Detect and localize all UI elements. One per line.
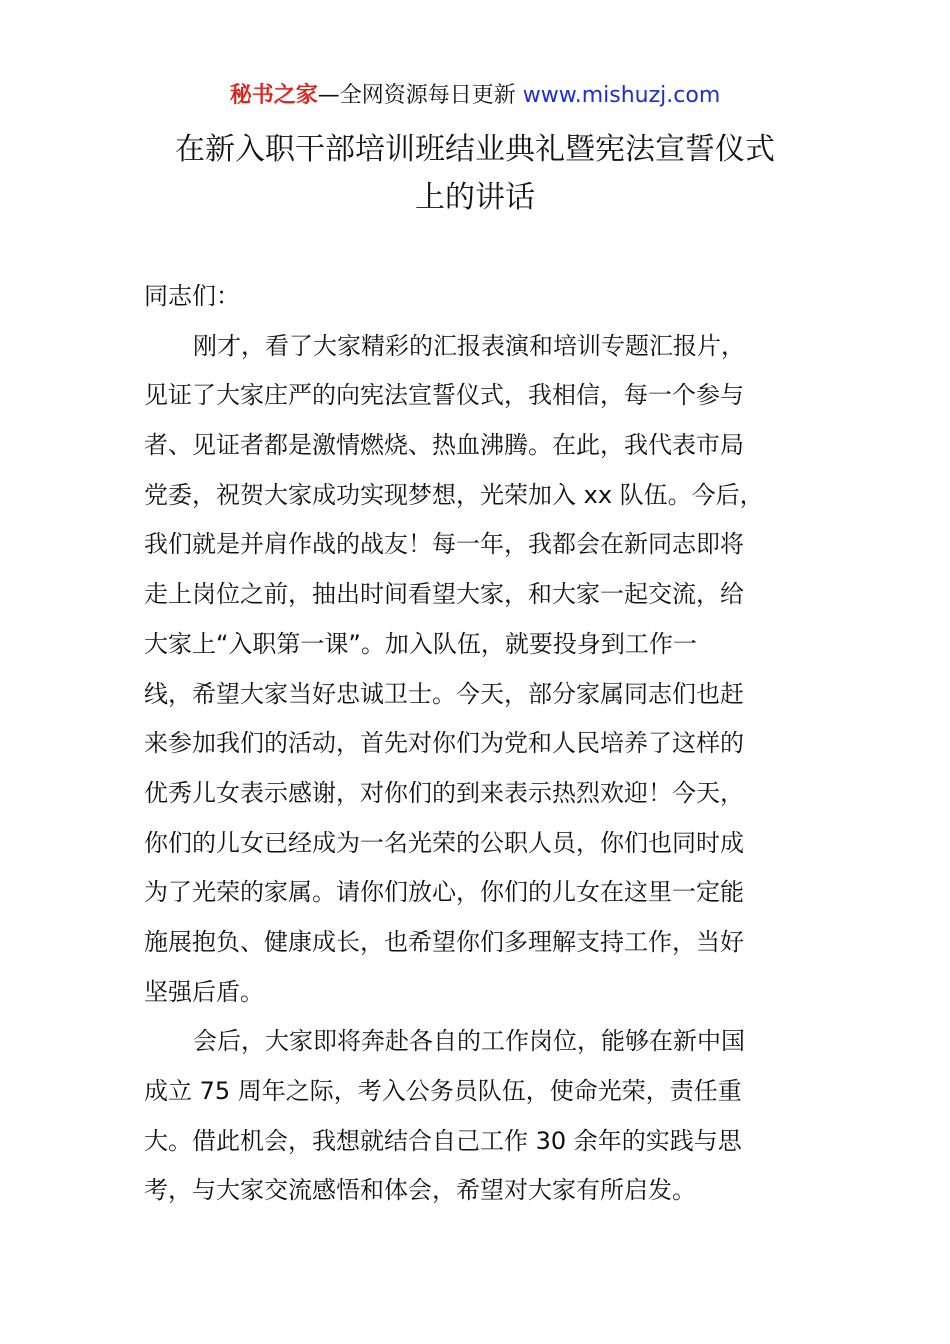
title-line-2: 上的讲话 — [415, 180, 535, 215]
site-header — [0, 80, 950, 112]
paragraph-line: 会后，大家即将奔赴各自的工作岗位，能够在新中国 — [193, 1027, 745, 1056]
paragraph-line: 坚强后盾。 — [144, 977, 264, 1006]
paragraph-line: 来参加我们的活动，首先对你们为党和人民培养了这样的 — [144, 729, 744, 758]
paragraph-line: 优秀儿女表示感谢，对你们的到来表示热烈欢迎！今天， — [144, 778, 744, 807]
paragraph-line: 考，与大家交流感悟和体会，希望对大家有所启发。 — [144, 1176, 696, 1205]
title-line-1: 在新入职干部培训班结业典礼暨宪法宣誓仪式 — [175, 132, 775, 167]
document-body — [144, 272, 824, 1216]
paragraph-line: 大。借此机会，我想就结合自己工作 30 余年的实践与思 — [144, 1126, 742, 1155]
paragraph-line: 者、见证者都是激情燃烧、热血沸腾。在此，我代表市局 — [144, 431, 744, 460]
paragraph-2 — [144, 1017, 824, 1216]
paragraph-line: 党委，祝贺大家成功实现梦想，光荣加入 xx 队伍。今后， — [144, 480, 764, 509]
paragraph-line: 为了光荣的家属。请你们放心，你们的儿女在这里一定能 — [144, 878, 744, 907]
site-url-link[interactable]: www.mishuzj.com — [522, 83, 721, 108]
paragraph-line: 线，希望大家当好忠诚卫士。今天，部分家属同志们也赶 — [144, 679, 744, 708]
paragraph-line: 施展抱负、健康成长，也希望你们多理解支持工作，当好 — [144, 927, 744, 956]
paragraph-line: 见证了大家庄严的向宪法宣誓仪式，我相信，每一个参与 — [144, 381, 744, 410]
document-title — [0, 126, 950, 222]
paragraph-line: 你们的儿女已经成为一名光荣的公职人员，你们也同时成 — [144, 828, 744, 857]
site-tagline: —全网资源每日更新 — [317, 83, 516, 108]
paragraph-line: 刚才，看了大家精彩的汇报表演和培训专题汇报片， — [193, 331, 745, 360]
paragraph-line: 大家上“入职第一课”。加入队伍，就要投身到工作一 — [144, 629, 697, 658]
paragraph-line: 成立 75 周年之际，考入公务员队伍，使命光荣，责任重 — [144, 1077, 742, 1105]
site-brand: 秘书之家 — [229, 83, 318, 108]
salutation: 同志们： — [144, 282, 240, 310]
paragraph-line: 走上岗位之前，抽出时间看望大家，和大家一起交流，给 — [144, 580, 744, 609]
paragraph-line: 我们就是并肩作战的战友！每一年，我都会在新同志即将 — [144, 530, 744, 559]
paragraph-1 — [144, 322, 824, 1018]
